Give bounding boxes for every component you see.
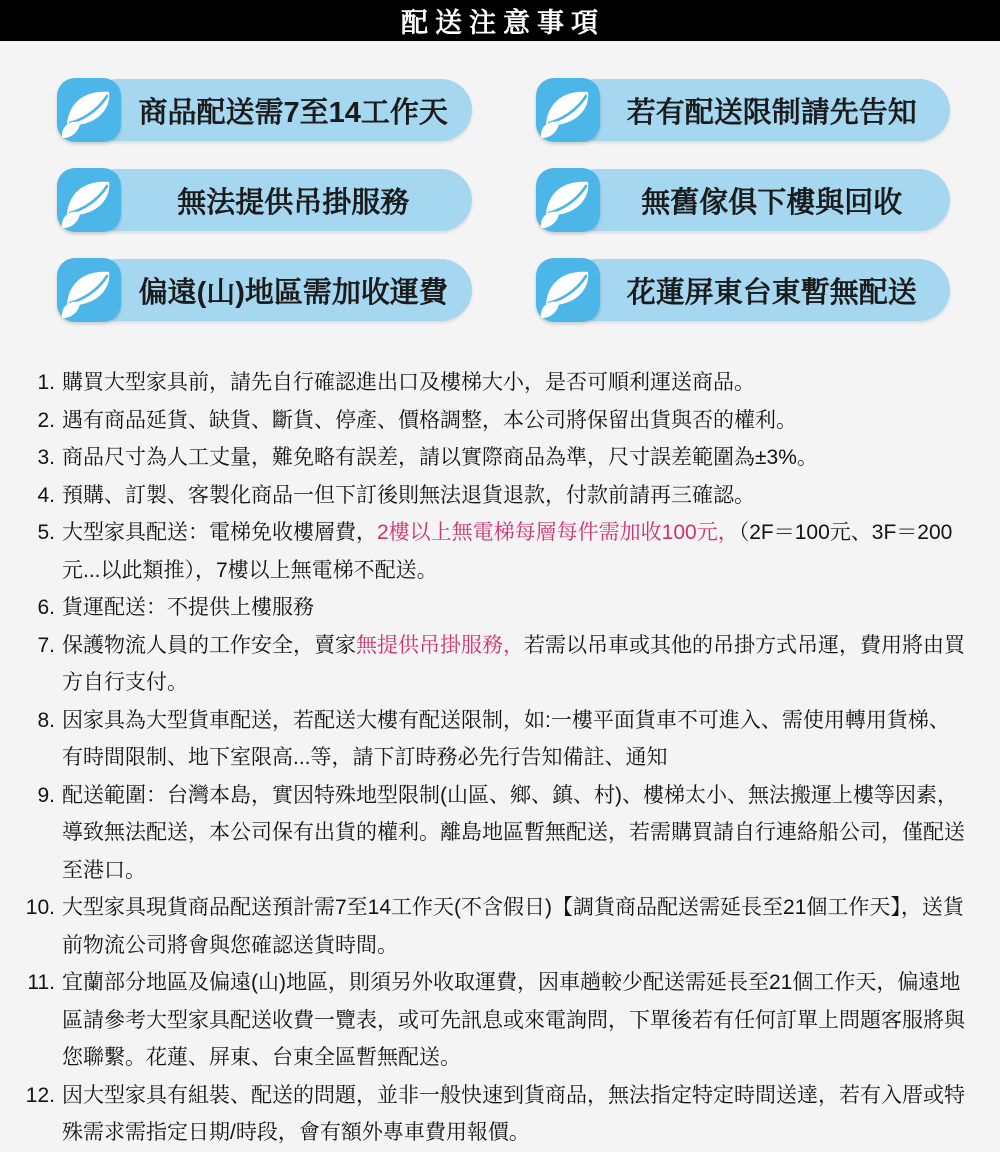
note-item-3 [20, 439, 965, 477]
leaf-icon [57, 78, 121, 142]
note-text [62, 964, 965, 1077]
delivery-badge-5 [57, 258, 472, 322]
note-number: 5. [37, 521, 55, 544]
note-number: 3. [37, 446, 55, 469]
page-title: 配送注意事項 [401, 8, 605, 38]
note-text-segment: （2F＝100元、3F＝200元...以此類推），7樓以上無電梯不配送。 [62, 521, 953, 582]
note-item-4 [20, 477, 965, 515]
note-number: 6. [37, 596, 55, 619]
note-text-segment: 商品尺寸為人工丈量，難免略有誤差，請以實際商品為準，尺寸誤差範圍為±3%。 [62, 446, 818, 469]
note-text [62, 702, 965, 777]
note-text-segment: 保護物流人員的工作安全，賣家 [62, 633, 356, 657]
note-item-1 [20, 364, 965, 402]
note-item-12 [20, 1077, 965, 1152]
badge-label: 無法提供吊掛服務 [177, 186, 410, 219]
note-text [62, 439, 965, 477]
delivery-badge-6 [536, 258, 951, 322]
leaf-icon [57, 168, 121, 232]
note-item-7 [20, 627, 965, 702]
badge-grid [0, 41, 1000, 322]
badge-pill [566, 79, 951, 141]
badge-label: 商品配送需7至14工作天 [138, 96, 448, 129]
note-text-segment: 預購、訂製、客製化商品一但下訂後則無法退貨退款，付款前請再三確認。 [62, 483, 755, 507]
note-number: 12. [25, 1083, 55, 1107]
note-text-segment: 宜蘭部分地區及偏遠(山)地區，則須另外收取運費，因車趟較少配送需延長至21個工作天，偏遠地區請參考大型家具配送收費一覽表，或可先訊息或來電詢問，下單後若有任何訂單上問題客服將與您聯繫。花蓮、屏東、台東全區暫無配送。 [62, 971, 965, 1069]
delivery-badge-3 [57, 168, 472, 232]
badge-label: 若有配送限制請先告知 [626, 96, 917, 129]
note-text [62, 477, 965, 515]
badge-pill [566, 259, 951, 321]
note-text [62, 1077, 965, 1152]
note-number: 10. [25, 896, 55, 919]
note-text-segment: 購買大型家具前，請先自行確認進出口及樓梯大小，是否可順利運送商品。 [62, 371, 755, 394]
note-number: 9. [37, 783, 55, 807]
note-text-segment: 因家具為大型貨車配送，若配送大樓有配送限制，如:一樓平面貨車不可進入、需使用轉用貨梯、有時間限制、地下室限高...等，請下訂時務必先行告知備註、通知 [62, 708, 950, 769]
note-text-segment: 大型家具現貨商品配送預計需7至14工作天(不含假日)【調貨商品配送需延長至21個工作天】，送貨前物流公司將會與您確認送貨時間。 [62, 896, 964, 957]
note-text [62, 364, 965, 402]
note-text [62, 627, 965, 702]
note-number: 8. [37, 708, 55, 732]
badge-pill [87, 259, 472, 321]
delivery-badge-2 [536, 78, 951, 142]
note-item-5 [20, 514, 965, 589]
leaf-icon [57, 258, 121, 322]
badge-label: 偏遠(山)地區需加收運費 [138, 276, 448, 309]
note-number: 11. [27, 971, 55, 994]
delivery-badge-1 [57, 78, 472, 142]
note-number: 7. [37, 633, 55, 657]
note-text [62, 589, 965, 627]
note-item-2 [20, 402, 965, 440]
note-text-segment: 配送範圍：台灣本島，實因特殊地型限制(山區、鄉、鎮、村)、樓梯太小、無法搬運上樓等因素，導致無法配送，本公司保有出貨的權利。離島地區暫無配送，若需購買請自行連絡船公司，僅配送至港口。 [62, 783, 965, 882]
note-text-segment: 貨運配送：不提供上樓服務 [62, 596, 314, 619]
note-text [62, 777, 965, 890]
note-item-10 [20, 889, 965, 964]
delivery-badge-4 [536, 168, 951, 232]
badge-label: 無舊傢俱下樓與回收 [641, 186, 903, 219]
leaf-icon [536, 258, 600, 322]
notes-list [0, 322, 1000, 1152]
title-bar [0, 0, 1000, 41]
badge-label: 花蓮屏東台東暫無配送 [626, 276, 917, 309]
note-item-11 [20, 964, 965, 1077]
badge-pill [87, 79, 472, 141]
note-text [62, 514, 965, 589]
leaf-icon [536, 78, 600, 142]
note-item-8 [20, 702, 965, 777]
note-text-segment: 大型家具配送：電梯免收樓層費， [62, 521, 377, 544]
note-text [62, 889, 965, 964]
note-text-segment: 若需以吊車或其他的吊掛方式吊運，費用將由買方自行支付。 [62, 633, 965, 694]
leaf-icon [536, 168, 600, 232]
note-number: 4. [37, 483, 55, 507]
note-text-segment: 因大型家具有組裝、配送的問題，並非一般快速到貨商品，無法指定特定時間送達，若有入厝或特殊需求需指定日期/時段，會有額外專車費用報價。 [62, 1083, 965, 1144]
note-number: 1. [37, 371, 55, 394]
badge-pill [566, 169, 951, 231]
note-item-9 [20, 777, 965, 890]
note-text [62, 402, 965, 440]
note-text-segment: 遇有商品延貨、缺貨、斷貨、停產、價格調整，本公司將保留出貨與否的權利。 [62, 408, 797, 432]
highlighted-text: 2樓以上無電梯每層每件需加收100元， [377, 521, 739, 544]
note-item-6 [20, 589, 965, 627]
badge-pill [87, 169, 472, 231]
note-number: 2. [37, 408, 55, 432]
highlighted-text: 無提供吊掛服務， [356, 633, 524, 657]
